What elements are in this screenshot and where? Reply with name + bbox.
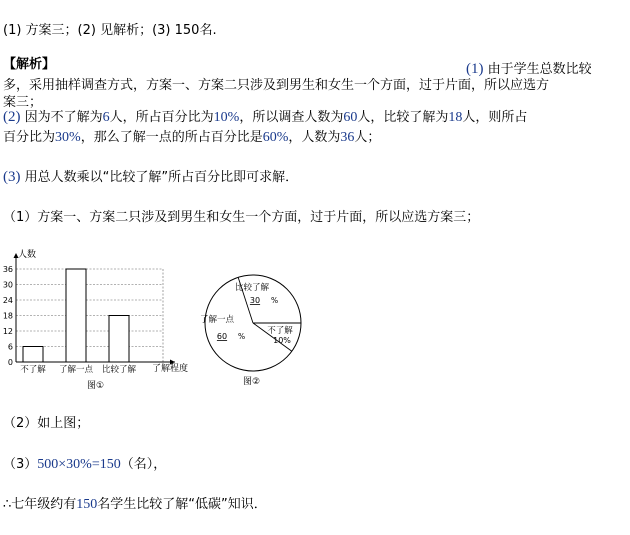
x-tick-label: 了解一点 bbox=[58, 365, 94, 375]
analysis-heading: 【解析】 bbox=[3, 57, 56, 72]
p2-value: 10% bbox=[213, 110, 240, 125]
step4-value: 150 bbox=[76, 497, 98, 512]
p3-number: (3) bbox=[3, 169, 21, 185]
solution-step2: （2）如上图； bbox=[3, 416, 90, 431]
y-tick-label: 24 bbox=[2, 296, 13, 305]
analysis-p2-line1 bbox=[3, 108, 527, 127]
p3-text: 用总人数乘以“比较了解”所占百分比即可求解． bbox=[24, 170, 299, 185]
answer-line: (1) 方案三；(2) 见解析；(3) 150名. bbox=[3, 23, 217, 38]
y-axis-label: 人数 bbox=[18, 250, 37, 260]
p2-value: 60 bbox=[343, 110, 358, 125]
p2-value: 6 bbox=[102, 110, 110, 125]
p2-text: ，人数为 bbox=[288, 130, 341, 145]
pie-slice-value: 60 bbox=[216, 332, 228, 341]
pie-slice-label: 不了解 bbox=[267, 326, 293, 336]
pie-chart bbox=[200, 245, 310, 385]
p1-text-a: 由于学生总数比较 bbox=[487, 62, 592, 77]
p2-text: 百分比为 bbox=[3, 130, 56, 145]
p2-text: 人，所占百分比为 bbox=[109, 110, 214, 125]
y-tick-label: 12 bbox=[2, 327, 13, 336]
solution-step4 bbox=[3, 496, 267, 514]
analysis-p1-line2: 多，采用抽样调查方式，方案一、方案二只涉及到男生和女生一个方面，过于片面，所以应选方 bbox=[3, 78, 550, 93]
p1-number: (1) bbox=[466, 61, 484, 77]
pie-slice-unit: % bbox=[271, 296, 279, 305]
y-tick-label: 0 bbox=[7, 358, 13, 367]
pie-slice-label: 比较了解 bbox=[234, 283, 270, 293]
step3-prefix: （3） bbox=[3, 457, 38, 472]
p2-text: 人，则所占 bbox=[462, 110, 528, 125]
p2-text: 因为不了解为 bbox=[24, 110, 103, 125]
analysis-p1-line3: 案三； bbox=[3, 95, 43, 110]
y-tick-label: 30 bbox=[2, 280, 13, 290]
bar-chart bbox=[0, 245, 200, 395]
bar bbox=[66, 269, 86, 362]
pie-chart-caption: 图② bbox=[243, 377, 261, 385]
analysis-p3 bbox=[3, 168, 298, 187]
pie-slice-value: 30 bbox=[249, 296, 261, 305]
step4-suffix: 名学生比较了解“低碳”知识． bbox=[97, 497, 267, 512]
p2-text: ，所以调查人数为 bbox=[239, 110, 344, 125]
p2-text: 人，比较了解为 bbox=[357, 110, 449, 125]
p2-value: 18 bbox=[448, 110, 463, 125]
y-tick-label: 36 bbox=[2, 265, 13, 274]
p2-value: 30% bbox=[55, 130, 81, 145]
p2-text: ，那么了解一点的所占百分比是 bbox=[80, 130, 263, 145]
pie-slice-label: 了解一点 bbox=[200, 315, 235, 325]
p2-text: 人； bbox=[354, 130, 381, 145]
p2-value: 36 bbox=[340, 130, 355, 145]
x-tick-label: 不了解 bbox=[20, 365, 46, 375]
step4-prefix: ∴七年级约有 bbox=[3, 497, 77, 512]
pie-slice-value: 10% bbox=[273, 336, 291, 345]
solution-step3 bbox=[3, 456, 166, 474]
x-tick-label: 比较了解 bbox=[101, 365, 137, 375]
step3-expression: 500×30%=150 bbox=[37, 457, 121, 472]
analysis-p2-line2 bbox=[3, 129, 380, 147]
bar bbox=[23, 347, 43, 363]
bar-chart-caption: 图① bbox=[87, 381, 105, 391]
p2-number: (2) bbox=[3, 109, 21, 125]
step3-suffix: （名）， bbox=[120, 457, 167, 472]
pie-slice-unit: % bbox=[238, 332, 246, 341]
y-tick-label: 6 bbox=[7, 342, 13, 352]
y-tick-label: 18 bbox=[2, 311, 13, 321]
bar bbox=[109, 316, 129, 363]
p2-value: 60% bbox=[262, 130, 289, 145]
solution-step1: （1）方案一、方案二只涉及到男生和女生一个方面，过于片面，所以应选方案三； bbox=[3, 210, 480, 225]
x-axis-label: 了解程度 bbox=[152, 364, 189, 374]
